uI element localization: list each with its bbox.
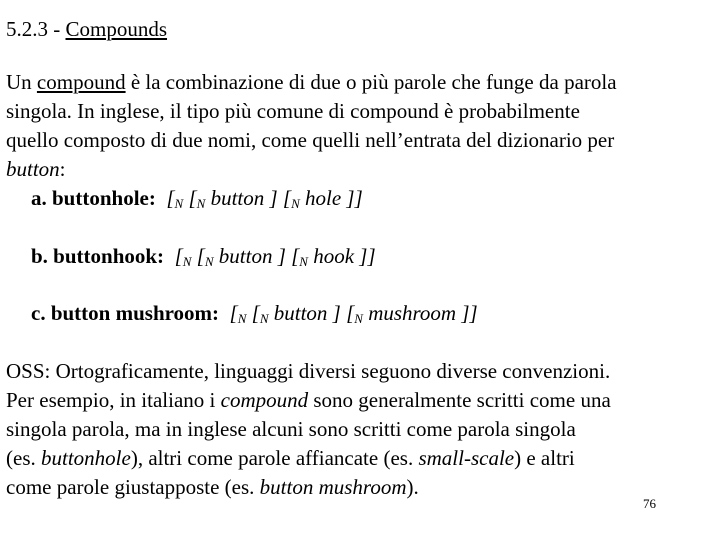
example-c <box>31 299 478 333</box>
oss-line-3: singola parola, ma in inglese alcuni sono scritti come parola singola <box>6 417 576 441</box>
example-b <box>31 242 376 276</box>
section-heading <box>6 14 167 44</box>
compound-term: compound <box>36 70 126 94</box>
example-label: c. button mushroom: <box>31 301 220 325</box>
oss-line-5: come parole giustapposte (es. button mushroom). <box>6 475 419 499</box>
page-number: 76 <box>643 496 656 511</box>
intro-line-2: singola. In inglese, il tipo più comune di compound è probabilmente <box>6 99 580 123</box>
example-bracketing: [$_N$ [$_N$ button ] [$_N$ hook ]] <box>174 244 376 269</box>
example-bracketing: [$_N$ [$_N$ button ] [$_N$ mushroom ]] <box>229 301 478 326</box>
example-label: a. buttonhole: <box>31 186 156 210</box>
intro-line-3: quello composto di due nomi, come quelli nell’entrata del dizionario per <box>6 128 615 152</box>
section-title: Compounds <box>65 17 168 41</box>
oss-line-2: Per esempio, in italiano i compound sono generalmente scritti come una <box>6 388 611 412</box>
oss-paragraph <box>6 357 718 502</box>
intro-line-4: button: <box>6 157 66 181</box>
section-number: 5.2.3 - <box>6 17 66 41</box>
compound-term: compound <box>220 388 309 412</box>
intro-line-1: Un compound è la combinazione di due o più parole che funge da parola <box>6 70 617 94</box>
intro-paragraph <box>6 68 718 184</box>
button-word: button <box>6 157 60 181</box>
example-label: b. buttonhook: <box>31 244 165 268</box>
oss-line-4: (es. buttonhole), altri come parole affiancate (es. small-scale) e altri <box>6 446 575 470</box>
example-bracketing: [$_N$ [$_N$ button ] [$_N$ hole ]] <box>166 186 363 211</box>
oss-line-1: OSS: Ortograficamente, linguaggi diversi seguono diverse convenzioni. <box>6 359 611 383</box>
example-a <box>31 184 363 218</box>
